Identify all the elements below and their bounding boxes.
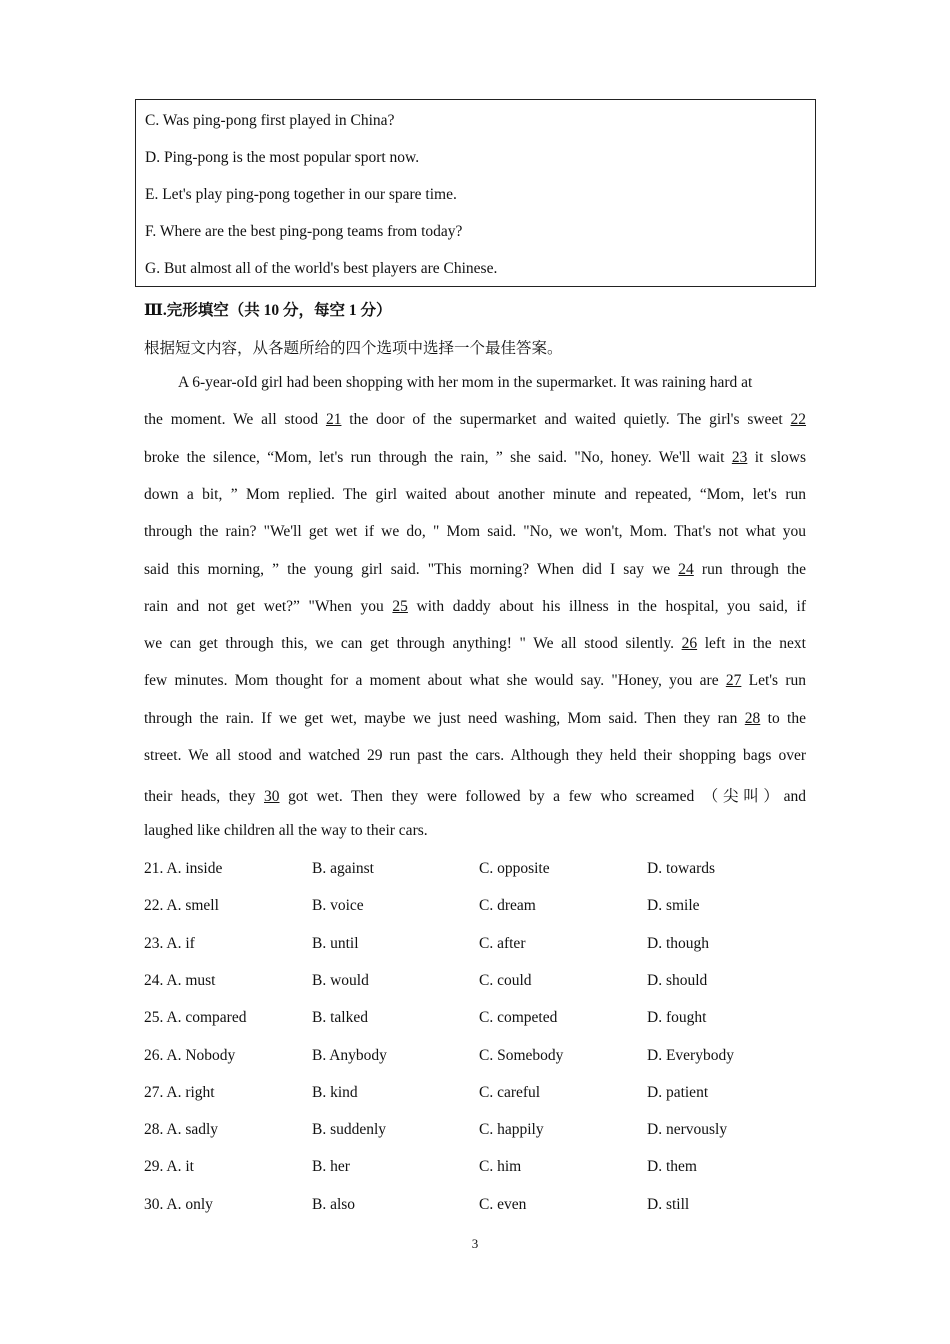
option-g: G. But almost all of the world's best players are Chinese. bbox=[145, 260, 498, 277]
passage-text: street. We all stood and watched 29 run past the cars. Although they held their shopping bags over bbox=[144, 747, 806, 764]
question-option-b: B. suddenly bbox=[312, 1121, 387, 1139]
blank-number: 28 bbox=[744, 709, 761, 727]
passage-line bbox=[144, 523, 806, 541]
question-option-c: C. even bbox=[479, 1195, 527, 1213]
question-option-d: D. Everybody bbox=[647, 1046, 734, 1064]
question-option-c: C. Somebody bbox=[479, 1046, 564, 1064]
passage-line bbox=[144, 486, 806, 504]
passage-text: down a bit, ” Mom replied. The girl waited about another minute and repeated, “Mom, let's run bbox=[144, 485, 806, 503]
passage-text: left in the next bbox=[697, 635, 806, 653]
blank-number: 21 bbox=[325, 411, 342, 429]
passage-line bbox=[144, 449, 806, 467]
passage-text: the moment. We all stood bbox=[144, 411, 326, 429]
question-option-a: 27. A. right bbox=[144, 1083, 215, 1101]
question-option-c: C. after bbox=[479, 934, 526, 952]
question-option-b: B. also bbox=[312, 1195, 356, 1213]
question-option-c: C. happily bbox=[479, 1121, 544, 1139]
passage-text: laughed like children all the way to their cars. bbox=[144, 821, 428, 839]
question-option-d: D. them bbox=[647, 1158, 697, 1176]
passage-line bbox=[144, 822, 428, 840]
blank-number: 27 bbox=[725, 672, 742, 690]
question-option-b: B. Anybody bbox=[312, 1046, 387, 1064]
passage-text: their heads, they bbox=[144, 788, 264, 806]
options-box bbox=[135, 99, 816, 287]
question-option-a: 24. A. must bbox=[144, 971, 216, 989]
passage-text: few minutes. Mom thought for a moment about what she would say. "Honey, you are bbox=[144, 672, 726, 690]
blank-number: 30 bbox=[264, 788, 280, 806]
question-option-d: D. towards bbox=[647, 860, 716, 877]
blank-number: 22 bbox=[790, 411, 807, 429]
question-option-d: D. fought bbox=[647, 1009, 707, 1027]
section-title: Ⅲ.完形填空（共 10 分，每空 1 分） bbox=[144, 302, 392, 319]
passage-line bbox=[144, 411, 806, 429]
passage-text: got wet. Then they were followed by a few who screamed （尖叫）and bbox=[279, 788, 806, 806]
page-number: 3 bbox=[471, 1236, 479, 1251]
passage-line bbox=[144, 747, 806, 765]
question-option-c: C. opposite bbox=[479, 860, 550, 877]
passage-line bbox=[144, 635, 806, 653]
option-f: F. Where are the best ping-pong teams from today? bbox=[145, 223, 463, 240]
passage-text: broke the silence, “Mom, let's run through the rain, ” she said. "No, honey. We'll wait bbox=[144, 448, 732, 466]
section-instruction: 根据短文内容，从各题所给的四个选项中选择一个最佳答案。 bbox=[144, 340, 563, 357]
passage-line bbox=[178, 374, 752, 392]
question-option-c: C. could bbox=[479, 971, 532, 989]
question-option-b: B. voice bbox=[312, 897, 364, 915]
blank-number: 23 bbox=[731, 448, 748, 466]
question-option-a: 28. A. sadly bbox=[144, 1121, 219, 1139]
question-option-c: C. competed bbox=[479, 1009, 558, 1027]
question-option-a: 29. A. it bbox=[144, 1158, 194, 1176]
passage-line bbox=[144, 784, 806, 806]
question-option-d: D. should bbox=[647, 971, 708, 989]
question-option-d: D. smile bbox=[647, 897, 700, 915]
question-option-b: B. would bbox=[312, 971, 369, 989]
question-option-c: C. careful bbox=[479, 1083, 541, 1101]
question-option-d: D. nervously bbox=[647, 1121, 728, 1139]
passage-text: to the bbox=[760, 709, 806, 727]
blank-number: 25 bbox=[392, 597, 408, 615]
passage-line bbox=[144, 672, 806, 690]
question-option-b: B. kind bbox=[312, 1083, 358, 1101]
question-option-a: 22. A. smell bbox=[144, 897, 219, 915]
question-option-a: 25. A. compared bbox=[144, 1009, 247, 1027]
option-d: D. Ping-pong is the most popular sport now. bbox=[145, 149, 420, 166]
question-option-b: B. until bbox=[312, 934, 359, 952]
blank-number: 24 bbox=[678, 560, 694, 578]
question-option-a: 23. A. if bbox=[144, 934, 195, 952]
question-option-d: D. though bbox=[647, 934, 709, 952]
passage-text: said this morning, ” the young girl said. "This morning? When did I say we bbox=[144, 560, 679, 578]
question-option-a: 26. A. Nobody bbox=[144, 1046, 236, 1064]
option-e: E. Let's play ping-pong together in our spare time. bbox=[145, 186, 457, 203]
passage-text: A 6-year-oId girl had been shopping with her mom in the supermarket. It was raining hard at bbox=[178, 374, 753, 391]
passage-text: through the rain. If we get wet, maybe we just need washing, Mom said. Then they ran bbox=[144, 709, 745, 727]
passage-text: the door of the supermarket and waited quietly. The girl's sweet bbox=[341, 411, 791, 429]
question-option-b: B. her bbox=[312, 1158, 350, 1176]
passage-text: Let's run bbox=[741, 672, 807, 690]
question-option-d: D. still bbox=[647, 1195, 690, 1213]
passage-line bbox=[144, 561, 806, 579]
passage-line bbox=[144, 598, 806, 616]
passage-line bbox=[144, 710, 806, 728]
blank-number: 26 bbox=[681, 635, 698, 653]
question-option-c: C. him bbox=[479, 1158, 522, 1176]
question-option-b: B. against bbox=[312, 860, 374, 877]
passage-text: rain and not get wet?” "When you bbox=[144, 597, 393, 615]
passage-text: with daddy about his illness in the hospital, you said, if bbox=[407, 597, 806, 615]
question-option-c: C. dream bbox=[479, 897, 536, 915]
question-option-b: B. talked bbox=[312, 1009, 368, 1027]
option-c: C. Was ping-pong first played in China? bbox=[145, 112, 395, 129]
question-option-d: D. patient bbox=[647, 1083, 709, 1101]
passage-text: through the rain? "We'll get wet if we do, " Mom said. "No, we won't, Mom. That's not what you bbox=[144, 523, 806, 541]
question-option-a: 30. A. only bbox=[144, 1195, 213, 1213]
passage-text: it slows bbox=[747, 448, 806, 466]
passage-text: run through the bbox=[693, 560, 806, 578]
question-option-a: 21. A. inside bbox=[144, 860, 223, 877]
passage-text: we can get through this, we can get through anything! " We all stood silently. bbox=[144, 635, 682, 653]
